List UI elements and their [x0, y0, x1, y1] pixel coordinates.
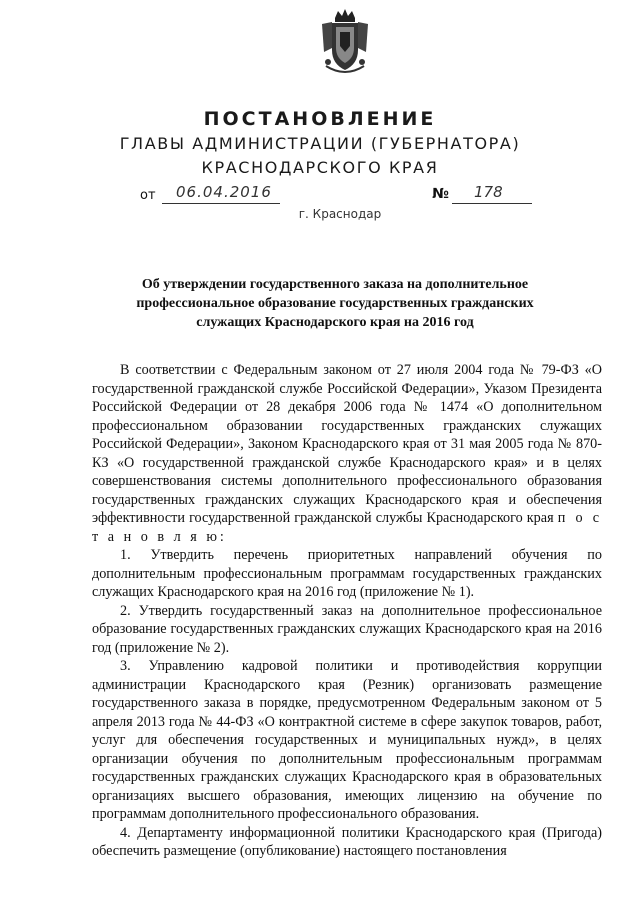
city-label: г. Краснодар	[298, 207, 382, 221]
date-value: 06.04.2016	[176, 183, 272, 201]
number-field	[452, 183, 532, 204]
item-4-paragraph: 4. Департаменту информационной политики Краснодарского края (Пригода) обеспечить размещение (опубликование) настоящего постановления	[92, 824, 602, 859]
preamble-text: В соответствии с Федеральным законом от 27 июля 2004 года № 79-ФЗ «О государственной гражданской службе Российской Федерации», Указом Президента Российской Федерации от 28 декабря 2006 года № 1474 «О дополнительном профессиональном образовании государственных гражданских служащих Российской Федерации», Законом Краснодарского края от 31 мая 2005 года № 870-КЗ «О государственной гражданской службе Краснодарского края» и в целях совершенствования системы дополнительного профессионального образования государственных гражданских служащих Краснодарского края и обеспечения эффективности государственной гражданской службы Краснодарского края	[92, 362, 602, 526]
date-label: от	[140, 188, 156, 203]
number-label: №	[432, 186, 449, 202]
item-1-paragraph: 1. Утвердить перечень приоритетных направлений обучения по дополнительным профессиональным программам государственных гражданских служащих Краснодарского края на 2016 год (приложение № 1).	[92, 547, 602, 600]
document-body	[92, 361, 602, 861]
item-3-paragraph: 3. Управлению кадровой политики и противодействия коррупции администрации Краснодарского края (Резник) организовать размещение государственного заказа в порядке, предусмотренном Федеральным законом от 5 апреля 2013 года № 44-ФЗ «О контрактной системе в сфере закупок товаров, работ, услуг для обеспечения государственных и муниципальных нужд», в целях организации обучения по дополнительным профессиональным программам государственных гражданских служащих Краснодарского края в образовательных организациях высшего образования, имеющих лицензию на обучение по программам дополнительного профессионального образования.	[92, 658, 602, 822]
number-value: 178	[474, 183, 503, 201]
date-field	[162, 183, 280, 204]
decree-word: п о с т а н о в л я ю:	[92, 510, 602, 545]
subject-line: профессиональное образование государственных гражданских	[136, 296, 534, 311]
coat-of-arms-icon	[318, 8, 372, 78]
preamble-paragraph	[92, 361, 602, 546]
subject-line: служащих Краснодарского края на 2016 год	[196, 315, 474, 330]
item-2-paragraph: 2. Утвердить государственный заказ на дополнительное профессиональное образование государственных гражданских служащих Краснодарского края на 2016 год (приложение № 2).	[92, 602, 602, 656]
issuer-line-1: ГЛАВЫ АДМИНИСТРАЦИИ (ГУБЕРНАТОРА)	[119, 134, 521, 153]
issuer-line-2: КРАСНОДАРСКОГО КРАЯ	[201, 158, 439, 177]
subject-line: Об утверждении государственного заказа на дополнительное	[141, 277, 529, 292]
document-subject	[110, 275, 560, 332]
document-type-title: ПОСТАНОВЛЕНИЕ	[203, 108, 437, 130]
